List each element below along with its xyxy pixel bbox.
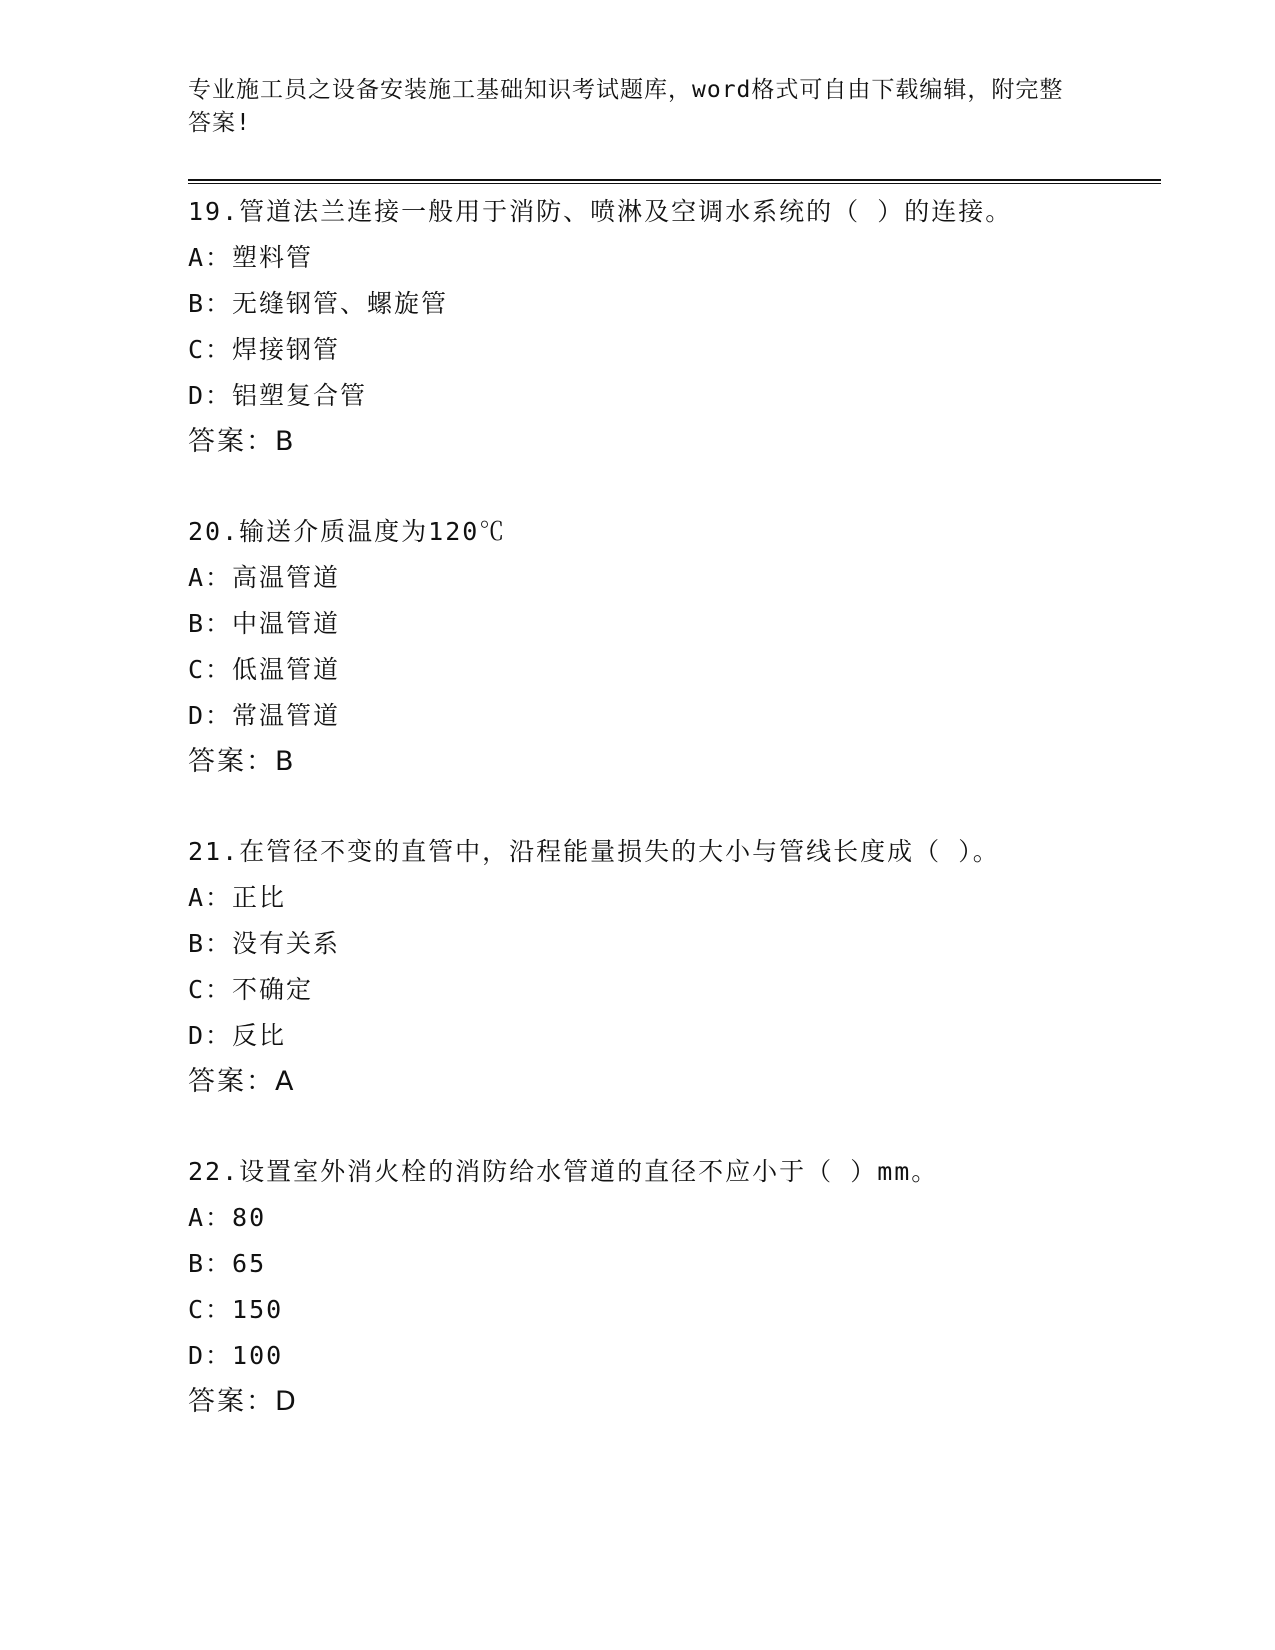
option-a: A：80: [188, 1203, 267, 1232]
option-a: A：高温管道: [188, 563, 341, 592]
option-b: B：中温管道: [188, 609, 341, 638]
option-d: D：铝塑复合管: [188, 381, 368, 410]
option-c: C：不确定: [188, 975, 314, 1004]
answer: 答案：D: [188, 1386, 298, 1417]
question-stem: 19.管道法兰连接一般用于消防、喷淋及空调水系统的（ ）的连接。: [188, 197, 1013, 226]
question-stem: 20.输送介质温度为120℃: [188, 517, 507, 546]
option-b: B：无缝钢管、螺旋管: [188, 289, 449, 318]
option-d: D：反比: [188, 1021, 287, 1050]
option-a: A：正比: [188, 883, 287, 912]
option-d: D：100: [188, 1341, 284, 1370]
question-21: [188, 829, 1188, 1105]
option-c: C：低温管道: [188, 655, 341, 684]
header-divider: [188, 179, 1161, 184]
document-header: 专业施工员之设备安装施工基础知识考试题库，word格式可自由下载编辑，附完整答案!: [188, 77, 1064, 136]
question-19: [188, 189, 1188, 465]
answer: 答案：B: [188, 426, 296, 457]
option-b: B：65: [188, 1249, 267, 1278]
question-stem: 21.在管径不变的直管中，沿程能量损失的大小与管线长度成（ ）。: [188, 837, 1000, 866]
option-c: C：焊接钢管: [188, 335, 341, 364]
answer: 答案：A: [188, 1066, 296, 1097]
option-b: B：没有关系: [188, 929, 341, 958]
question-stem: 22.设置室外消火栓的消防给水管道的直径不应小于（ ）mm。: [188, 1157, 939, 1186]
option-d: D：常温管道: [188, 701, 341, 730]
question-20: [188, 509, 1188, 785]
option-a: A：塑料管: [188, 243, 314, 272]
question-22: [188, 1149, 1188, 1425]
option-c: C：150: [188, 1295, 284, 1324]
answer: 答案：B: [188, 746, 296, 777]
